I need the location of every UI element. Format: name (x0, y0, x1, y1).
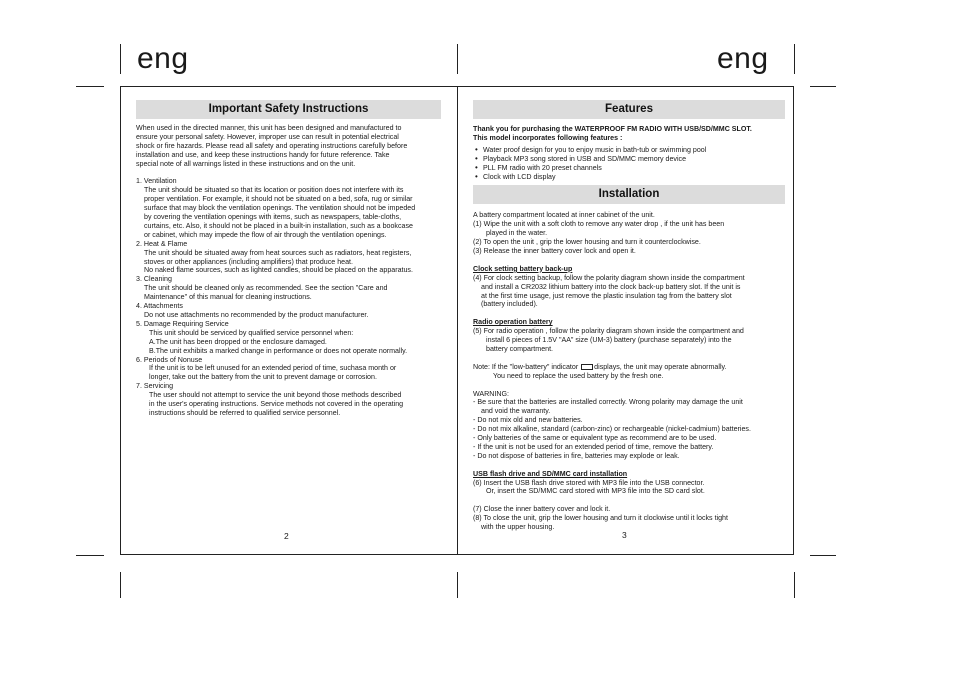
text-line: (8) To close the unit, grip the lower housing and turn it clockwise until it locks tight (473, 514, 728, 523)
text-line: battery compartment. (486, 345, 554, 353)
text-line: proper ventilation. For example, it should not be situated on a bed, sofa, rug or similar (144, 195, 413, 204)
text-line: The unit should be cleaned only as recommended. See the section "Care and (144, 284, 388, 293)
text-line: (battery included). (481, 300, 538, 309)
text-line: The unit should be situated away from heat sources such as radiators, heat registers, (144, 248, 412, 257)
text-line: instructions should be referred to qualified service personnel. (149, 408, 341, 417)
safety-item-ventilation (136, 177, 441, 239)
text-line: - If the unit is not be used for an extended period of time, remove the battery. (473, 442, 714, 451)
text-line: (5) For radio operation , follow the polarity diagram shown inside the compartment and (473, 327, 744, 336)
crop-mark (76, 555, 104, 556)
text-line: played in the water. (486, 229, 548, 238)
text-line: When used in the directed manner, this unit has been designed and manufactured to (136, 124, 402, 132)
low-battery-icon (581, 364, 593, 370)
warning-heading: WARNING: (473, 389, 509, 398)
radio-battery-heading: Radio operation battery (473, 318, 553, 327)
text-line: (2) To open the unit , grip the lower housing and turn it counterclockwise. (473, 238, 701, 247)
safety-item-nonuse (136, 356, 441, 383)
note-line (473, 363, 785, 372)
text-line: ensure your personal safety. However, improper use can result in potential electrical (136, 132, 399, 141)
text-line: surface that may block the ventilation openings. The ventilation should not be impeded (144, 204, 416, 213)
crop-mark (120, 44, 121, 74)
usb-sd-heading: USB flash drive and SD/MMC card installation (473, 469, 628, 478)
installation-title: Installation (473, 185, 785, 204)
crop-mark (810, 86, 836, 87)
safety-item-cleaning (136, 275, 441, 302)
text-line: The unit should be situated so that its location or position does not interfere with its (144, 186, 404, 195)
text-line: Maintenance" of this manual for cleaning instructions. (144, 293, 312, 302)
crop-mark (457, 572, 458, 598)
page-number-right: 3 (622, 530, 627, 540)
features-title: Features (473, 100, 785, 119)
text-line: No naked flame sources, such as lighted candles, should be placed on the apparatus. (144, 266, 413, 275)
item-heading: 7. Servicing (136, 382, 174, 391)
item-heading: 3. Cleaning (136, 275, 172, 284)
page-divider (457, 86, 458, 555)
crop-mark (76, 86, 104, 87)
feature-item: • Playback MP3 song stored in USB and SD/MMC memory device (473, 155, 785, 164)
text-line: The user should not attempt to service the unit beyond those methods described (149, 391, 402, 400)
language-label-right: eng (717, 42, 769, 75)
text-line: - Be sure that the batteries are installed correctly. Wrong polarity may damage the unit (473, 398, 743, 407)
page-number-left: 2 (284, 531, 289, 541)
text-line: B.The unit exhibits a marked change in performance or does not operate normally. (149, 346, 408, 355)
item-heading: 1. Ventilation (136, 177, 177, 186)
text-line: install 6 pieces of 1.5V "AA" size (UM-3) battery (purchase separately) into the (486, 336, 732, 345)
features-intro-line: This model incorporates following features : (473, 133, 623, 142)
safety-item-heat (136, 240, 441, 276)
feature-item: • PLL FM radio with 20 preset channels (473, 164, 785, 173)
text-line: (1) Wipe the unit with a soft cloth to remove any water drop , if the unit has been (473, 220, 725, 229)
safety-item-servicing (136, 382, 441, 418)
note-text: Note: If the "low-battery" indicator (473, 362, 579, 371)
text-line: You need to replace the used battery by the fresh one. (493, 371, 664, 380)
text-line: curtains, etc. Also, it should not be placed in a built-in installation, such as a bookcase (144, 221, 413, 230)
text-line: (3) Release the inner battery cover lock and open it. (473, 247, 636, 256)
item-heading: 5. Damage Requiring Service (136, 319, 229, 328)
clock-battery-heading: Clock setting battery back-up (473, 264, 573, 273)
features-intro-line: Thank you for purchasing the WATERPROOF FM RADIO WITH USB/SD/MMC SLOT. (473, 125, 752, 133)
left-page (136, 100, 441, 418)
crop-mark (810, 555, 836, 556)
text-line: (7) Close the inner battery cover and lock it. (473, 505, 611, 514)
crop-mark (794, 44, 795, 74)
item-heading: 2. Heat & Flame (136, 239, 188, 248)
text-line: special note of all warnings listed in these instructions and on the unit. (136, 159, 356, 168)
text-line: and void the warranty. (481, 407, 551, 416)
safety-item-attachments (136, 302, 441, 320)
text-line: This unit should be serviced by qualified service personnel when: (149, 328, 354, 337)
text-line: by covering the ventilation openings with items, such as newspapers, table-cloths, (144, 213, 402, 222)
text-line: in the user's operating instructions. Service methods not covered in the operating (149, 400, 404, 409)
text-line: Do not use attachments no recommended by the product manufacturer. (144, 311, 369, 320)
text-line: or cabinet, which may impede the flow of air through the ventilation openings. (144, 230, 387, 239)
item-heading: 6. Periods of Nonuse (136, 355, 203, 364)
note-text: displays, the unit may operate abnormally. (594, 362, 727, 371)
crop-mark (120, 572, 121, 598)
crop-mark (457, 44, 458, 74)
text-line: longer, take out the battery from the unit to prevent damage or corrosion. (149, 373, 377, 382)
text-line: installation and use, and keep these instructions handy for future reference. Take (136, 150, 390, 159)
text-line: A battery compartment located at inner cabinet of the unit. (473, 211, 655, 220)
text-line: stoves or other appliances (including amplifiers) that produce heat. (144, 257, 353, 266)
safety-intro (136, 124, 441, 169)
feature-item: • Water proof design for you to enjoy music in bath-tub or swimming pool (473, 146, 785, 155)
text-line: Or, insert the SD/MMC card stored with MP3 file into the SD card slot. (486, 487, 705, 496)
safety-item-damage (136, 320, 441, 356)
text-line: (6) Insert the USB flash drive stored with MP3 file into the USB connector. (473, 478, 705, 487)
text-line: - Do not mix alkaline, standard (carbon-zinc) or rechargeable (nickel-cadmium) batteries. (473, 425, 751, 434)
crop-mark (794, 572, 795, 598)
feature-item: • Clock with LCD display (473, 173, 785, 182)
item-heading: 4. Attachments (136, 302, 183, 311)
text-line: - Do not dispose of batteries in fire, batteries may explode or leak. (473, 451, 680, 460)
text-line: at the first time usage, just remove the plastic insulation tag from the battery slot (481, 291, 732, 300)
safety-title: Important Safety Instructions (136, 100, 441, 119)
text-line: - Do not mix old and new batteries. (473, 416, 583, 425)
text-line: with the upper housing. (481, 523, 555, 532)
text-line: If the unit is to be left unused for an extended period of time, suchasa month or (149, 364, 397, 373)
language-label-left: eng (137, 42, 189, 75)
text-line: shock or fire hazards. Please read all safety and operating instructions carefully before (136, 141, 408, 150)
text-line: A.The unit has been dropped or the enclosure damaged. (149, 337, 327, 346)
text-line: (4) For clock setting backup, follow the polarity diagram shown inside the compartment (473, 273, 745, 282)
right-page (473, 100, 785, 532)
text-line: and install a CR2032 lithium battery into the clock back-up battery slot. If the unit is (481, 282, 741, 291)
text-line: - Only batteries of the same or equivalent type as recommend are to be used. (473, 434, 717, 443)
